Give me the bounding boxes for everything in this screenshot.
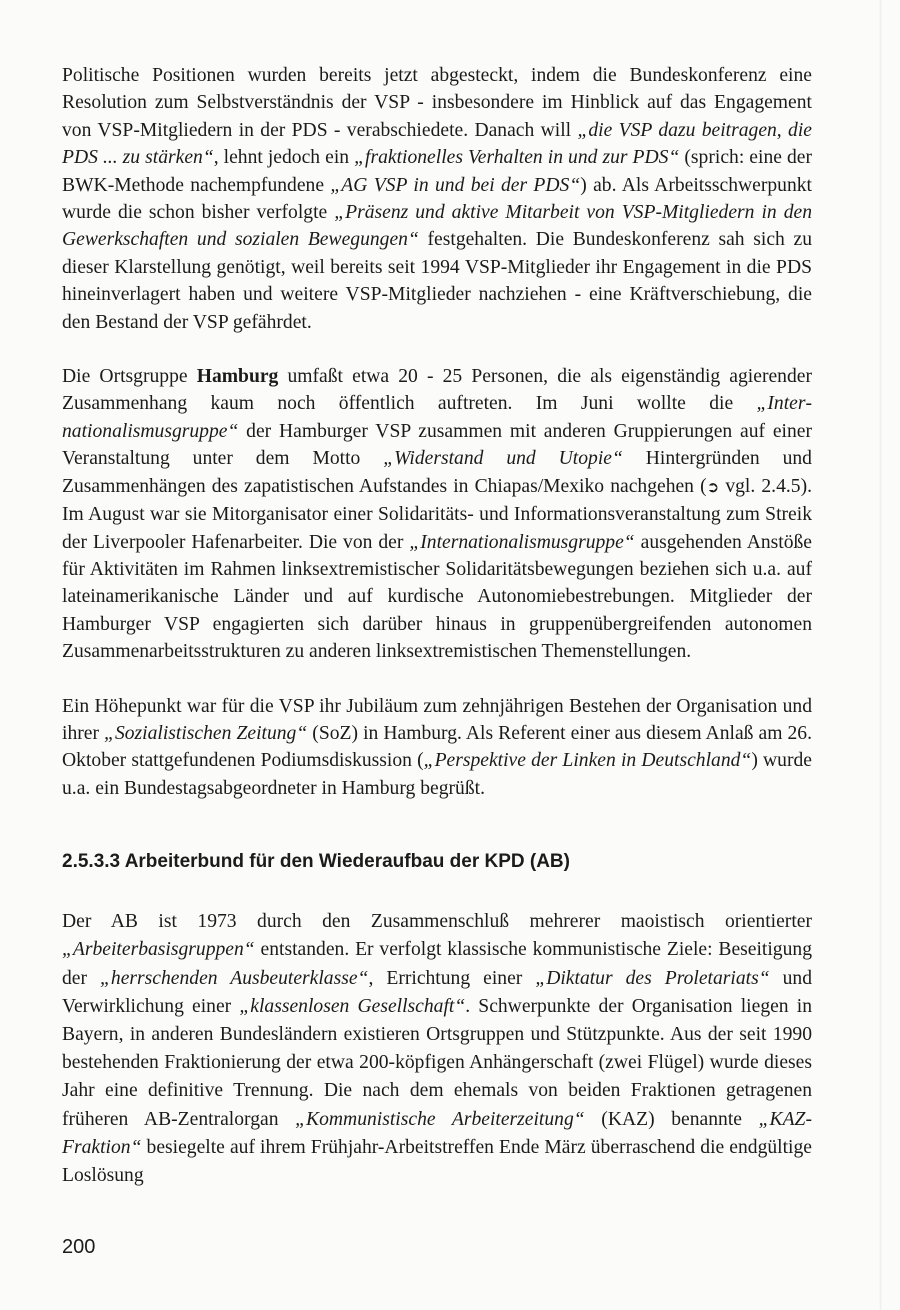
scan-edge-shadow xyxy=(879,0,882,1310)
text-run: Hintergründen und Zusammenhängen des zapatistischen Aufstandes in Chiapas/Mexiko nachgehen ( xyxy=(62,448,812,497)
text-run: vgl. 2.4.5). Im August war sie Mitorganisator einer Solidaritäts- und Informationsveranstaltung zum Streik der Liverpooler Hafenarbeiter. Die von der xyxy=(62,475,812,553)
text-run: ) wurde u.a. ein Bundestagsabgeordneter in Hamburg begrüßt. xyxy=(62,750,812,799)
text-run: (SoZ) in Hamburg. Als Referent einer aus diesem Anlaß am 26. Oktober stattgefundenen Podiumsdiskussion ( xyxy=(62,722,812,772)
quote-italic: „Kommunistische Arbeiterzeitung“ xyxy=(295,1108,585,1130)
quote-italic: „Sozialistischen Zeitung“ xyxy=(104,722,308,744)
quote-italic: „Internationalismusgruppe“ xyxy=(62,393,812,442)
page-number: 200 xyxy=(62,1236,96,1258)
bold-place-name: Hamburg xyxy=(196,366,279,388)
quote-italic: „AG VSP in und bei der PDS“ xyxy=(330,174,581,196)
text-run: umfaßt etwa 20 - 25 Personen, die als eigenständig agierender Zusammenhang kaum noch öffentlich auftreten. Im Juni wollte die xyxy=(62,366,812,415)
text-run: Der AB ist 1973 durch den Zusammenschluß mehrerer maoistisch orientierter xyxy=(62,911,812,933)
section-heading xyxy=(62,848,812,875)
quote-italic: „Präsenz und aktive Mitarbeit von VSP-Mitgliedern in den Gewerkschaften und sozialen Bewegungen“ xyxy=(62,202,812,251)
text-run: und Verwirklichung einer xyxy=(62,967,812,1017)
quote-italic: „Arbeiterbasisgruppen“ xyxy=(62,939,255,961)
text-run: , Errichtung einer xyxy=(368,967,536,989)
text-run: besiegelte auf ihrem Frühjahr-Arbeitstreffen Ende März überraschend die endgültige Loslösung xyxy=(62,1136,812,1186)
quote-italic: „Internationalismusgruppe“ xyxy=(409,531,635,553)
text-run: ausgehenden Anstöße für Aktivitäten im Rahmen linksextremistischer Solidaritätsbewegungen beziehen sich u.a. auf lateinamerikanische Länder und auf kurdische Autonomiebestrebungen. Mitglieder der Hamburger VSP engagierten sich darüber hinaus in gruppenübergreifenden autonomen Zusammenarbeitsstrukturen zu anderen linksextremistischen Themenstellungen. xyxy=(62,531,812,663)
quote-italic: „KAZ-Fraktion“ xyxy=(62,1108,812,1158)
section-title: Arbeiterbund für den Wiederaufbau der KPD (AB) xyxy=(124,851,570,873)
text-run: , lehnt jedoch ein xyxy=(213,147,355,169)
text-run: festgehalten. Die Bundeskonferenz sah sich zu dieser Klarstellung genötigt, weil bereits seit 1994 VSP-Mitglieder ihr Engagement in die PDS hineinverlagert haben und weitere VSP-Mitglieder nachziehen - eine Kräftverschiebung, die den Bestand der VSP gefährdet. xyxy=(62,229,812,333)
text-run: ) ab. Als Arbeitsschwerpunkt wurde die schon bisher verfolgte xyxy=(62,174,812,224)
text-run: Politische Positionen wurden bereits jetzt abgesteckt, indem die Bundeskonferenz eine Resolution zum Selbstverständnis der VSP - insbesondere im Hinblick auf das Engagement von VSP-Mitgliedern in der PDS - verabschiedete. Danach will xyxy=(62,65,812,141)
quote-italic: „Widerstand und Utopie“ xyxy=(383,448,623,470)
paragraph-ab xyxy=(62,908,812,1190)
quote-italic: „die VSP dazu beitragen, die PDS ... zu stärken“ xyxy=(62,119,812,169)
quote-italic: „Perspektive der Linken in Deutschland“ xyxy=(423,750,752,772)
quote-italic: „fraktionelles Verhalten in und zur PDS“ xyxy=(354,147,680,169)
section-number: 2.5.3.3 xyxy=(62,851,121,873)
cross-reference-arrow-icon: ➲ xyxy=(706,477,720,496)
text-run: (sprich: eine der BWK-Methode nachempfundene xyxy=(62,147,812,196)
document-page xyxy=(62,62,812,1190)
text-run: . Schwerpunkte der Organisation liegen in Bayern, in anderen Bundesländern existieren Ortsgruppen und Stützpunkte. Aus der seit 1990 bestehenden Fraktionierung der etwa 200-köpfigen Anhängerschaft (zwei Flügel) wurde dieses Jahr eine definitive Trennung. Die nach dem ehemals von beiden Fraktionen getragenen früheren AB-Zentralorgan xyxy=(62,995,813,1130)
paragraph-vsp-positions xyxy=(62,62,812,336)
text-run: der Hamburger VSP zusammen mit anderen Gruppierungen auf einer Veranstaltung unter dem Motto xyxy=(62,420,812,470)
paragraph-hamburg xyxy=(62,363,812,665)
quote-italic: „klassenlosen Gesellschaft“ xyxy=(239,995,466,1017)
paragraph-jubilee xyxy=(62,693,812,803)
quote-italic: „Diktatur des Proletariats“ xyxy=(535,967,770,989)
quote-italic: „herrschenden Ausbeuterklasse“ xyxy=(100,967,369,989)
text-run: Ein Höhepunkt war für die VSP ihr Jubiläum zum zehnjährigen Bestehen der Organisation und ihrer xyxy=(62,695,812,744)
text-run: (KAZ) benannte xyxy=(584,1108,759,1130)
text-run: entstanden. Er verfolgt klassische kommunistische Ziele: Beseitigung der xyxy=(62,939,812,989)
text-run: Die Ortsgruppe xyxy=(62,366,197,388)
